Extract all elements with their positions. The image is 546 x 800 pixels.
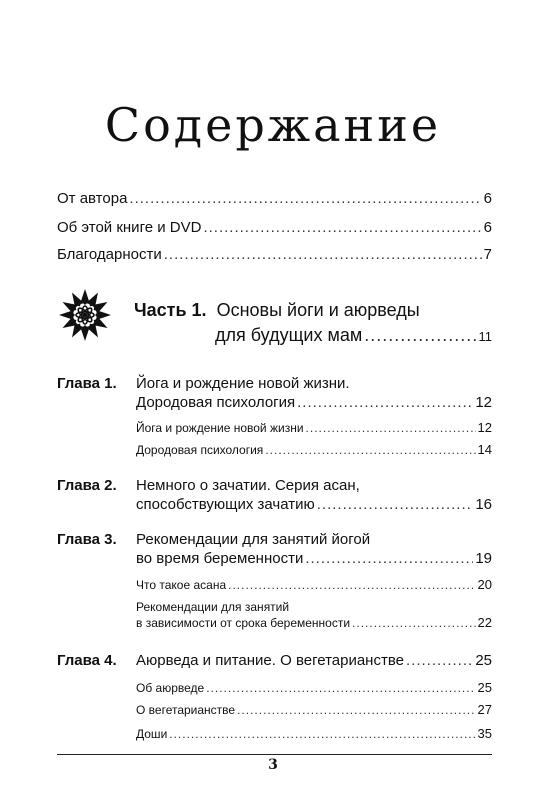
- toc-entry-page: 6: [483, 190, 492, 207]
- part-label: Часть 1.: [134, 300, 207, 320]
- leader-dots: [203, 219, 481, 236]
- toc-subentry[interactable]: [136, 420, 492, 435]
- toc-entry-thanks[interactable]: [57, 246, 492, 263]
- chapter-title-line1[interactable]: Йога и рождение новой жизни.: [136, 375, 350, 392]
- toc-entry-label: От автора: [57, 190, 128, 207]
- chapter-title-line1[interactable]: Рекомендации для занятий йогой: [136, 531, 371, 548]
- part-title-line1: Основы йоги и аюрведы: [216, 300, 420, 320]
- toc-entry-page: 7: [483, 246, 492, 263]
- chapter-label: Глава 1.: [57, 375, 117, 392]
- toc-subentry[interactable]: [136, 442, 492, 457]
- chapter-label: Глава 3.: [57, 531, 117, 548]
- leader-dots: [352, 616, 475, 630]
- chapter-page: 25: [475, 652, 492, 669]
- leader-dots: [129, 190, 481, 207]
- chapter-page: 16: [475, 496, 492, 513]
- subentry-page: 12: [477, 420, 492, 435]
- footer-rule: [57, 754, 492, 755]
- leader-dots: [164, 246, 482, 263]
- leader-dots: [317, 496, 474, 513]
- chapter-title-line2: Аюрведа и питание. О вегетарианстве: [136, 652, 404, 669]
- toc-entry-label: Об этой книге и DVD: [57, 219, 202, 236]
- chapter-page: 12: [475, 394, 492, 411]
- subentry-page: 20: [477, 577, 492, 592]
- toc-entry-chapter-4[interactable]: [136, 652, 492, 669]
- leader-dots: [305, 550, 473, 567]
- subentry-label: Доши: [136, 727, 168, 741]
- toc-entry-chapter-2[interactable]: [136, 496, 492, 513]
- toc-subentry[interactable]: [136, 577, 492, 592]
- leader-dots: [206, 681, 475, 695]
- subentry-label: О вегетарианстве: [136, 703, 236, 717]
- chapter-title-line2: Дородовая психология: [136, 394, 296, 411]
- part-heading[interactable]: [134, 300, 420, 321]
- leader-dots: [297, 394, 473, 411]
- subentry-label-line1[interactable]: Рекомендации для занятий: [136, 600, 290, 614]
- toc-entry-label: Благодарности: [57, 246, 162, 263]
- part-page: 11: [478, 329, 492, 344]
- subentry-label: Йога и рождение новой жизни: [136, 421, 304, 435]
- leader-dots: [406, 652, 473, 669]
- subentry-label: в зависимости от срока беременности: [136, 616, 351, 630]
- leader-dots: [265, 443, 475, 457]
- chapter-label: Глава 4.: [57, 652, 117, 669]
- chapter-label: Глава 2.: [57, 477, 117, 494]
- leader-dots: [169, 727, 475, 741]
- subentry-page: 14: [477, 442, 492, 457]
- subentry-page: 27: [477, 702, 492, 717]
- chapter-page: 19: [475, 550, 492, 567]
- subentry-page: 35: [477, 726, 492, 741]
- part-title-line2: для будущих мам: [215, 325, 363, 345]
- toc-entry-chapter-1[interactable]: [136, 394, 492, 411]
- leader-dots: [306, 421, 476, 435]
- subentry-page: 25: [477, 680, 492, 695]
- subentry-label: Дородовая психология: [136, 443, 264, 457]
- toc-entry-author[interactable]: [57, 190, 492, 207]
- toc-subentry[interactable]: [136, 615, 492, 630]
- chapter-title-line1[interactable]: Немного о зачатии. Серия асан,: [136, 477, 360, 494]
- subentry-label: Что такое асана: [136, 578, 227, 592]
- leader-dots: [237, 703, 475, 717]
- leader-dots: [228, 578, 475, 592]
- chapter-title-line2: способствующих зачатию: [136, 496, 315, 513]
- page-title: Содержание: [104, 98, 442, 152]
- toc-entry-about-book[interactable]: [57, 219, 492, 236]
- toc-subentry[interactable]: [136, 680, 492, 695]
- part-entry[interactable]: [215, 325, 492, 346]
- lotus-mandala-icon: [58, 288, 112, 342]
- page-number: 3: [268, 757, 278, 773]
- subentry-page: 22: [477, 615, 492, 630]
- toc-subentry[interactable]: [136, 702, 492, 717]
- toc-subentry[interactable]: [136, 726, 492, 741]
- leader-dots: [364, 325, 476, 346]
- toc-entry-page: 6: [483, 219, 492, 236]
- toc-entry-chapter-3[interactable]: [136, 550, 492, 567]
- chapter-title-line2: во время беременности: [136, 550, 304, 567]
- subentry-label: Об аюрведе: [136, 681, 205, 695]
